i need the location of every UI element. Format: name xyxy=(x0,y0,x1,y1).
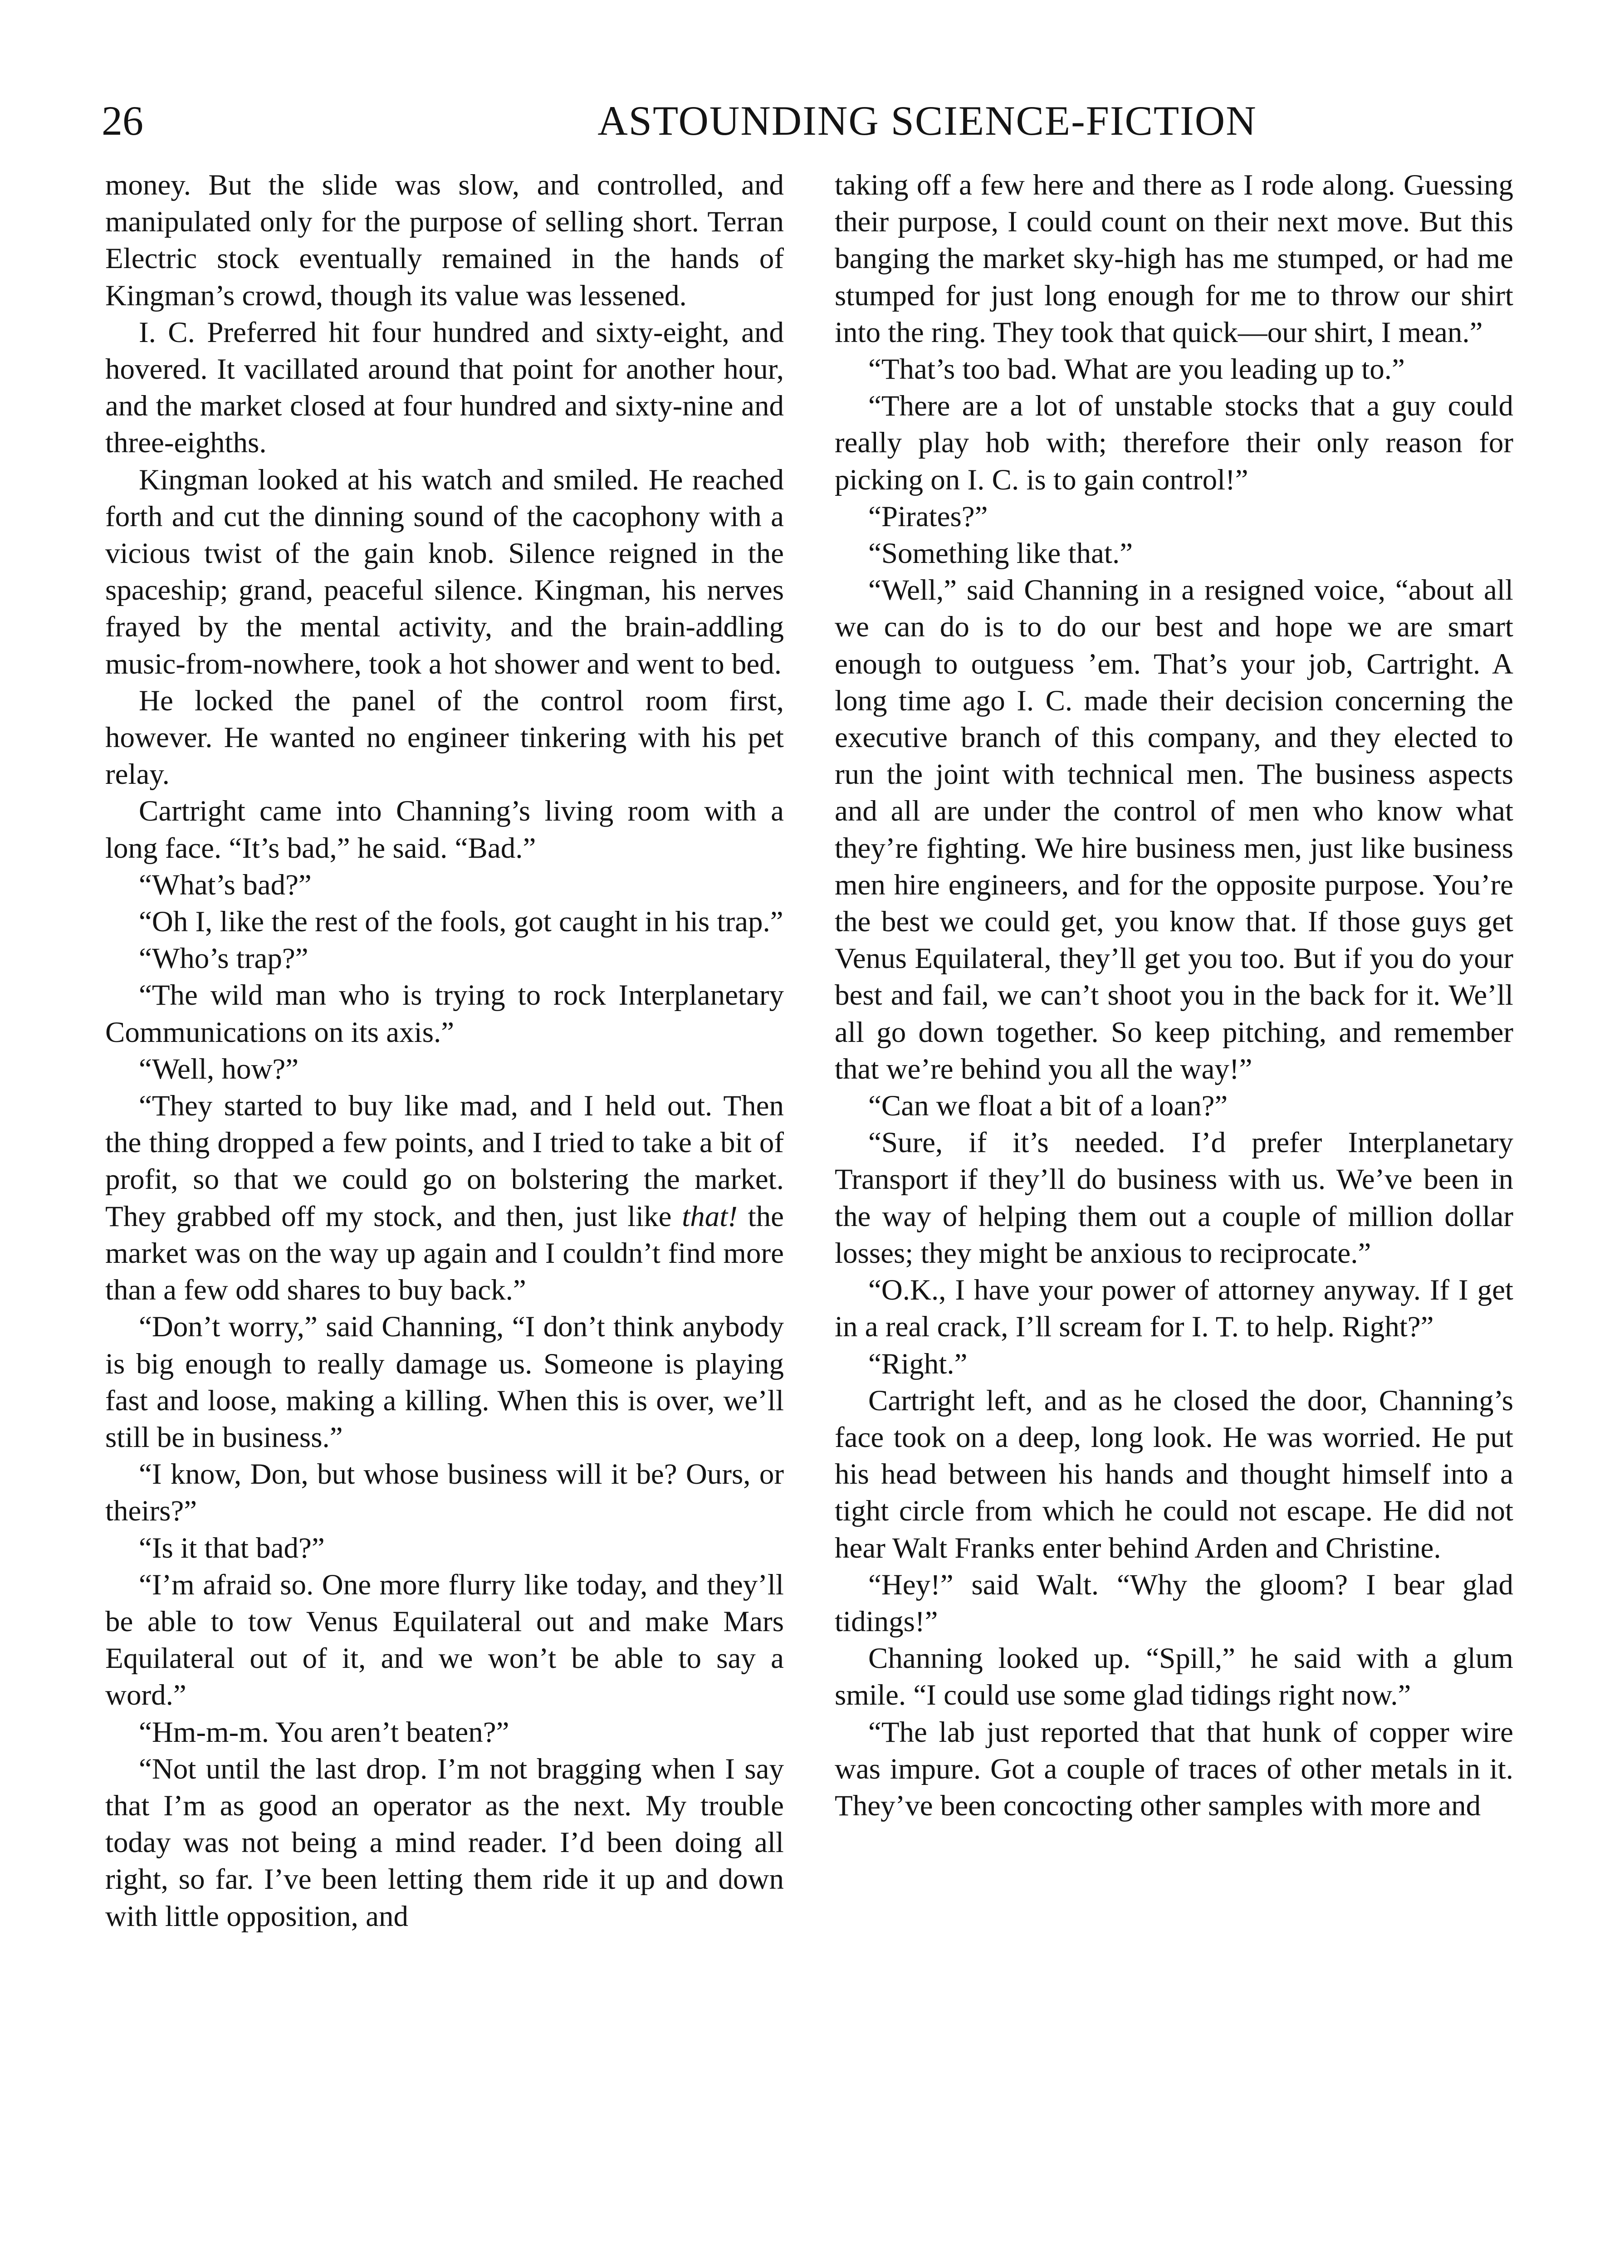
paragraph: Channing looked up. “Spill,” he said with a glum smile. “I could use some glad tidings right now.” xyxy=(835,1642,1513,1712)
paragraph: “O.K., I have your power of attorney anyway. If I get in a real crack, I’ll scream for I. T. to help. Right?” xyxy=(835,1274,1513,1344)
paragraph: “The wild man who is trying to rock Interplanetary Communications on its axis.” xyxy=(105,979,784,1049)
paragraph: “Hey!” said Walt. “Why the gloom? I bear glad tidings!” xyxy=(835,1568,1513,1638)
paragraph: “I’m afraid so. One more flurry like today, and they’ll be able to tow Venus Equilateral out and make Mars Equilateral out of it, and we won’t be able to say a word.” xyxy=(105,1568,784,1712)
paragraph: money. But the slide was slow, and controlled, and manipulated only for the purpose of selling short. Terran Electric stock eventually remained in the hands of Kingman’s crowd, though its value was lessened. xyxy=(105,169,784,312)
page-number: 26 xyxy=(102,98,143,144)
paragraph: “Well,” said Channing in a resigned voice, “about all we can do is to do our best and hope we are smart enough to outguess ’em. That’s your job, Cartright. A long time ago I. C. made their decision concerning the executive branch of this company, and they elected to run the joint with technical men. The business aspects and all are under the control of men who know what they’re fighting. We hire business men, just like business men hire engineers, and for the opposite purpose. You’re the best we could get, you know that. If those guys get Venus Equilateral, they’ll get you too. But if you do your best and fail, we can’t shoot you in the back for it. We’ll all go down together. So keep pitching, and remember that we’re behind you all the way!” xyxy=(835,574,1513,1085)
paragraph: “Oh I, like the rest of the fools, got caught in his trap.” xyxy=(139,905,783,938)
paragraph: “Pirates?” xyxy=(868,500,988,533)
paragraph: “Hm-m-m. You aren’t beaten?” xyxy=(139,1716,509,1749)
paragraph: “The lab just reported that that hunk of copper wire was impure. Got a couple of traces of other metals in it. They’ve been concocting other samples with more and xyxy=(835,1716,1513,1822)
paragraph: I. C. Preferred hit four hundred and sixty-eight, and hovered. It vacillated around that point for another hour, and the market closed at four hundred and sixty-nine and three-eighths. xyxy=(105,316,784,459)
paragraph: “Is it that bad?” xyxy=(139,1531,325,1564)
paragraph: “There are a lot of unstable stocks that a guy could really play hob with; therefore their only reason for picking on I. C. is to gain control!” xyxy=(835,390,1513,496)
running-title: ASTOUNDING SCIENCE-FICTION xyxy=(597,98,1257,144)
paragraph-text: the market was on the way up again and I couldn’t find more than a few odd shares to buy back.” xyxy=(105,1200,784,1307)
paragraph: “Don’t worry,” said Channing, “I don’t think anybody is big enough to really damage us. Someone is playing fast and loose, making a killing. When this is over, we’ll still be in business.” xyxy=(105,1310,784,1454)
paragraph: Kingman looked at his watch and smiled. He reached forth and cut the dinning sound of the cacophony with a vicious twist of the gain knob. Silence reigned in the spaceship; grand, peaceful silence. Kingman, his nerves frayed by the mental activity, and the brain-addling music-from-nowhere, took a hot shower and went to bed. xyxy=(105,463,784,680)
emphasis-word: that! xyxy=(682,1200,738,1233)
paragraph: taking off a few here and there as I rode along. Guessing their purpose, I could count on their next move. But this banging the market sky-high has me stumped, or had me stumped for just long enough for me to throw our shirt into the ring. They took that quick—our shirt, I mean.” xyxy=(835,169,1513,349)
right-text-column xyxy=(835,167,1513,2268)
left-text-column xyxy=(105,167,784,2268)
paragraph-text: “They started to buy like mad, and I held out. Then the thing dropped a few points, and I tried to take a bit of profit, so that we could go on bolstering the market. They grabbed off my stock, and then, just like xyxy=(105,1090,784,1233)
paragraph: “Right.” xyxy=(868,1347,968,1380)
paragraph: “Well, how?” xyxy=(139,1052,299,1085)
paragraph: Cartright left, and as he closed the door, Channing’s face took on a deep, long look. He was worried. He put his head between his hands and thought himself into a tight circle from which he could not escape. He did not hear Walt Franks enter behind Arden and Christine. xyxy=(835,1384,1513,1564)
paragraph-with-emphasis xyxy=(105,1088,784,1309)
paragraph: He locked the panel of the control room first, however. He wanted no engineer tinkering with his pet relay. xyxy=(105,684,784,791)
paragraph: “Who’s trap?” xyxy=(139,942,308,975)
paragraph: “Sure, if it’s needed. I’d prefer Interplanetary Transport if they’ll do business with us. We’ve been in the way of helping them out a couple of million dollar losses; they might be anxious to reciprocate.” xyxy=(835,1126,1513,1270)
paragraph: “Something like that.” xyxy=(868,537,1133,570)
page-header xyxy=(102,89,1549,157)
paragraph: “What’s bad?” xyxy=(139,868,312,901)
paragraph: “Not until the last drop. I’m not bragging when I say that I’m as good an operator as the next. My trouble today was not being a mind reader. I’d been doing all right, so far. I’ve been letting them ride it up and down with little opposition, and xyxy=(105,1752,784,1933)
paragraph: “That’s too bad. What are you leading up to.” xyxy=(868,353,1405,386)
paragraph: “Can we float a bit of a loan?” xyxy=(868,1090,1228,1123)
paragraph: Cartright came into Channing’s living room with a long face. “It’s bad,” he said. “Bad.” xyxy=(105,795,784,865)
paragraph: “I know, Don, but whose business will it be? Ours, or theirs?” xyxy=(105,1458,784,1528)
